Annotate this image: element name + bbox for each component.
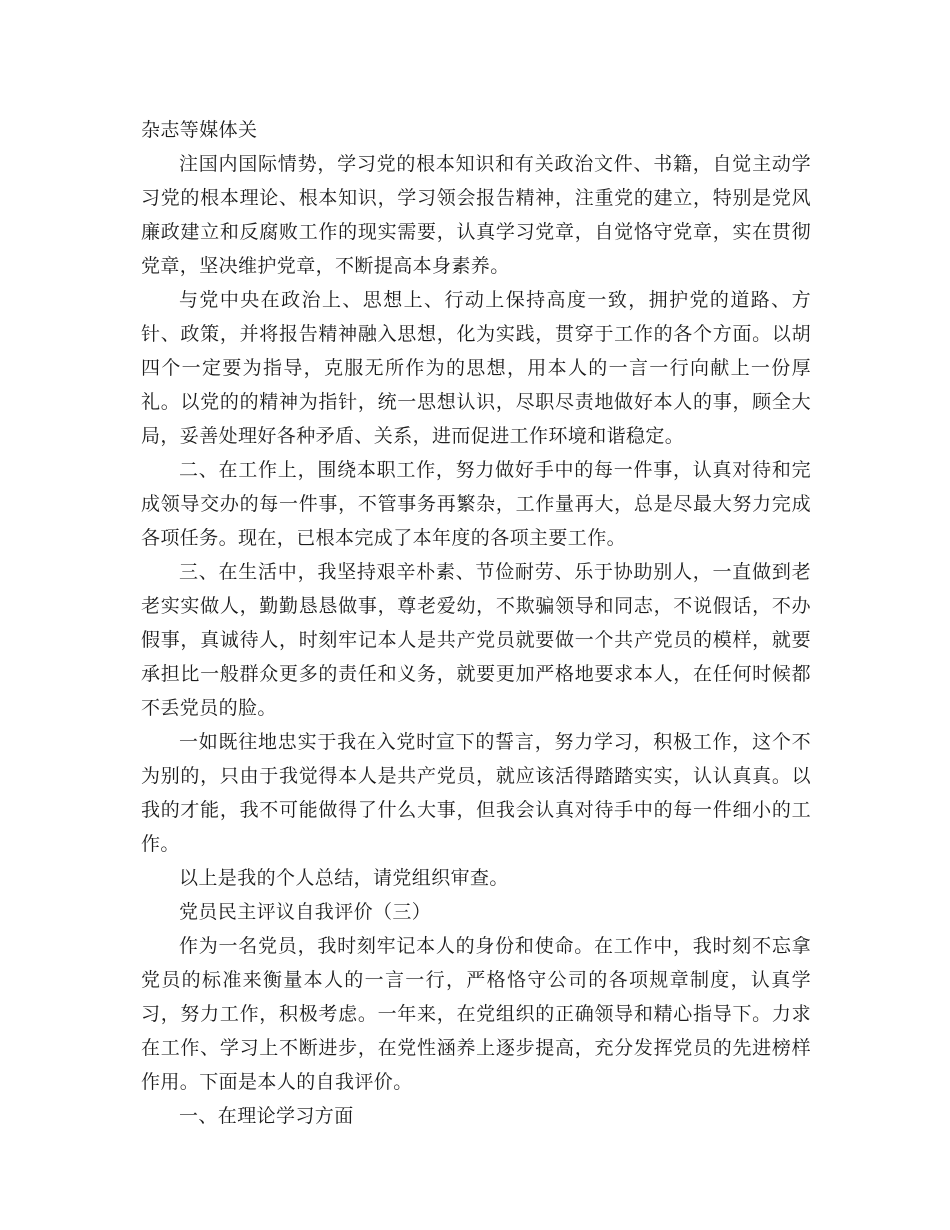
paragraph-oath: 一如既往地忠实于我在入党时宣下的誓言，努力学习，积极工作，这个不为别的，只由于我觉得本人是共产党员，就应该活得踏踏实实，认认真真。以我的才能，我不可能做得了什么大事，但我会认真对待手中的每一件细小的工作。 <box>141 731 811 855</box>
paragraph-continuation: 杂志等媒体关 <box>141 119 258 141</box>
paragraph-work: 二、在工作上，围绕本职工作，努力做好手中的每一件事，认真对待和完成领导交办的每一件事，不管事务再繁杂，工作量再大，总是尽最大努力完成各项任务。现在，已根本完成了本年度的各项主要工作。 <box>141 459 811 549</box>
paragraph-theory-study: 注国内国际情势，学习党的根本知识和有关政治文件、书籍，自觉主动学习党的根本理论、根本知识，学习领会报告精神，注重党的建立，特别是党风廉政建立和反腐败工作的现实需要，认真学习党章，自觉恪守党章，实在贯彻党章，坚决维护党章，不断提高本身素养。 <box>141 153 811 277</box>
subsection-heading: 一、在理论学习方面 <box>179 1105 354 1127</box>
paragraph-political-alignment: 与党中央在政治上、思想上、行动上保持高度一致，拥护党的道路、方针、政策，并将报告精神融入思想，化为实践，贯穿于工作的各个方面。以胡四个一定要为指导，克服无所作为的思想，用本人的一言一行向献上一份厚礼。以党的的精神为指针，统一思想认识，尽职尽责地做好本人的事，顾全大局，妥善处理好各种矛盾、关系，进而促进工作环境和谐稳定。 <box>141 289 811 447</box>
paragraph-closing: 以上是我的个人总结，请党组织审查。 <box>179 867 509 889</box>
document-body <box>141 113 811 1133</box>
paragraph-life: 三、在生活中，我坚持艰辛朴素、节俭耐劳、乐于协助别人，一直做到老老实实做人，勤勤恳恳做事，尊老爱幼，不欺骗领导和同志，不说假话，不办假事，真诚待人，时刻牢记本人是共产党员就要做一个共产党员的模样，就要承担比一般群众更多的责任和义务，就要更加严格地要求本人，在任何时候都不丢党员的脸。 <box>141 561 811 719</box>
paragraph-introduction: 作为一名党员，我时刻牢记本人的身份和使命。在工作中，我时刻不忘拿党员的标准来衡量本人的一言一行，严格恪守公司的各项规章制度，认真学习，努力工作，积极考虑。一年来，在党组织的正确领导和精心指导下。力求在工作、学习上不断进步，在党性涵养上逐步提高，充分发挥党员的先进榜样作用。下面是本人的自我评价。 <box>141 935 811 1093</box>
section-heading: 党员民主评议自我评价（三） <box>179 901 432 923</box>
